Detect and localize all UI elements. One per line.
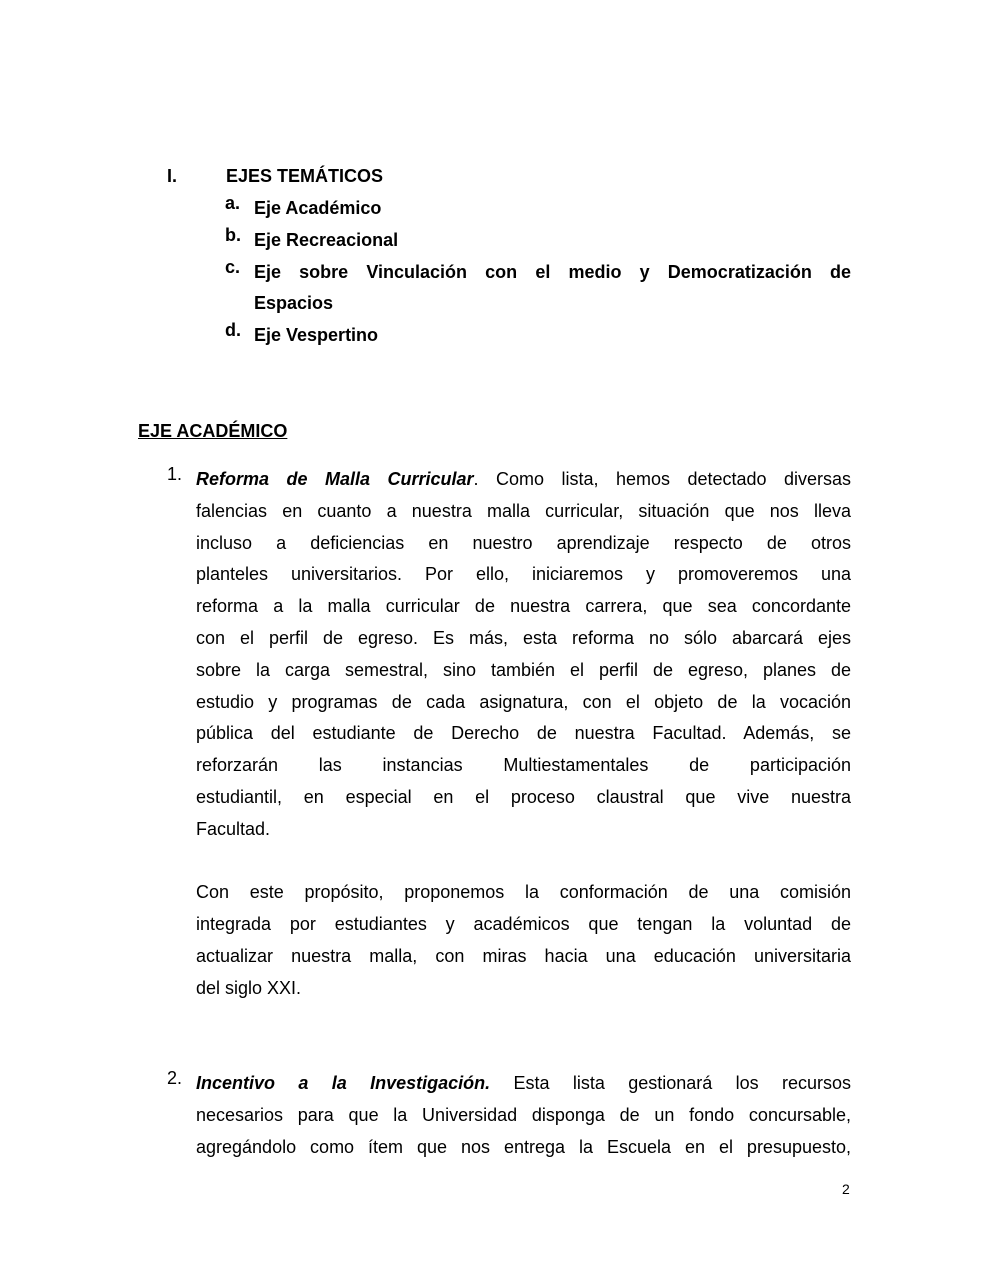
paragraph-line: integrada por estudiantes y académicos que tengan la voluntad de: [196, 914, 851, 935]
item-text: Esta lista gestionará los recursos: [490, 1073, 851, 1093]
outline-item-d: [225, 320, 851, 352]
paragraph-line: actualizar nuestra malla, con miras hacia una educación universitaria: [196, 945, 851, 966]
paragraph-line: falencias en cuanto a nuestra malla curricular, situación que nos lleva: [196, 500, 851, 521]
outline-item-text: Eje Recreacional: [254, 229, 399, 250]
paragraph-line: del siglo XXI.: [196, 977, 302, 998]
paragraph-line: Facultad.: [196, 818, 271, 839]
list-item-1: [167, 464, 852, 1005]
paragraph-line: Con este propósito, proponemos la conformación de una comisión: [196, 882, 851, 903]
page-number: 2: [842, 1181, 850, 1197]
outline-numeral: I.: [167, 166, 178, 186]
outline-item-text: Eje Vespertino: [254, 325, 379, 346]
outline-title: EJES TEMÁTICOS: [226, 166, 384, 186]
paragraph-line: reforma a la malla curricular de nuestra carrera, que sea concordante: [196, 596, 851, 617]
list-item-2: [167, 1068, 851, 1163]
item-text: . Como lista, hemos detectado diversas: [473, 469, 852, 489]
paragraph-line: con el perfil de egreso. Es más, esta reforma no sólo abarcará ejes: [196, 627, 851, 648]
paragraph-line: necesarios para que la Universidad disponga de un fondo concursable,: [196, 1104, 851, 1125]
outline-item-b: [225, 224, 851, 257]
outline-item-c: [225, 256, 851, 321]
paragraph-line: sobre la carga semestral, sino también el perfil de egreso, planes de: [196, 659, 851, 680]
paragraph-line: agregándolo como ítem que nos entrega la Escuela en el presupuesto,: [196, 1136, 851, 1157]
item-title: Incentivo a la Investigación.: [196, 1073, 491, 1093]
outline-item-a: [225, 193, 851, 225]
paragraph-line: [196, 464, 851, 496]
paragraph-line: pública del estudiante de Derecho de nuestra Facultad. Además, se: [196, 723, 851, 744]
paragraph-line: planteles universitarios. Por ello, iniciaremos y promoveremos una: [196, 564, 851, 585]
outline-letter: c.: [225, 256, 241, 277]
outline-letter: b.: [225, 224, 241, 245]
outline-letter: d.: [225, 320, 241, 341]
list-number: 1.: [167, 464, 183, 484]
section-heading: EJE ACADÉMICO: [138, 421, 288, 441]
paragraph-line: [196, 1068, 851, 1100]
paragraph-line: reforzarán las instancias Multiestamentales de participación: [196, 755, 851, 776]
blank-line: [196, 846, 851, 878]
outline-list: [225, 193, 851, 352]
outline-letter: a.: [225, 193, 241, 213]
outline-item-text: Eje Académico: [254, 198, 382, 218]
paragraph-line: estudio y programas de cada asignatura, con el objeto de la vocación: [196, 691, 851, 712]
outline-item-text: Espacios: [254, 293, 334, 314]
paragraph-line: estudiantil, en especial en el proceso claustral que vive nuestra: [196, 786, 851, 807]
paragraph-line: incluso a deficiencias en nuestro aprendizaje respecto de otros: [196, 532, 851, 553]
list-number: 2.: [167, 1068, 183, 1088]
outline-item-text: Eje sobre Vinculación con el medio y Democratización de: [254, 261, 851, 282]
item-title: Reforma de Malla Curricular: [196, 469, 474, 489]
